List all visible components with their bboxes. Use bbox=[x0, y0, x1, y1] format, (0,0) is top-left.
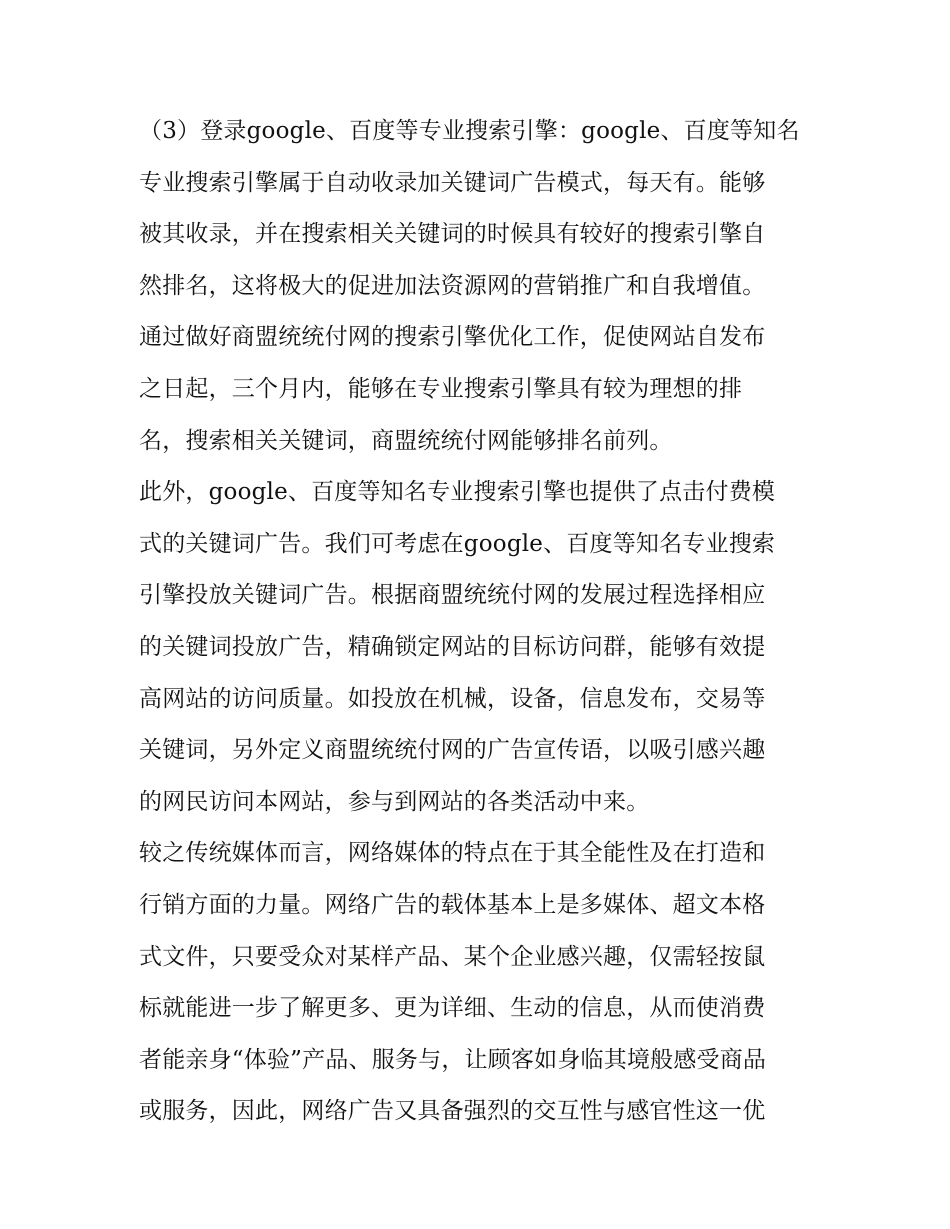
text-line: 名，搜索相关关键词，商盟统统付网能够排名前列。 bbox=[139, 427, 673, 454]
text-line: 式文件，只要受众对某样产品、某个企业感兴趣，仅需轻按鼠 bbox=[139, 943, 766, 970]
text-line: 此外，google、百度等知名专业搜索引擎也提供了点击付费模 bbox=[139, 479, 776, 506]
text-line: 或服务，因此，网络广告又具备强烈的交互性与感官性这一优 bbox=[139, 1098, 766, 1125]
text-line: 行销方面的力量。网络广告的载体基本上是多媒体、超文本格 bbox=[139, 891, 766, 918]
text-line: 标就能进一步了解更多、更为详细、生动的信息，从而使消费 bbox=[139, 995, 766, 1022]
document-body bbox=[139, 106, 819, 1138]
text-line: 关键词，另外定义商盟统统付网的广告宣传语，以吸引感兴趣 bbox=[139, 737, 766, 764]
text-line: 的关键词投放广告，精确锁定网站的目标访问群，能够有效提 bbox=[139, 633, 766, 660]
text-line: （3）登录google、百度等专业搜索引擎：google、百度等知名 bbox=[139, 118, 800, 144]
paragraph-online-media bbox=[139, 828, 819, 1138]
text-line: 高网站的访问质量。如投放在机械，设备，信息发布，交易等 bbox=[139, 685, 766, 712]
text-line: 被其收录，并在搜索相关关键词的时候具有较好的搜索引擎自 bbox=[139, 221, 766, 248]
text-line: 通过做好商盟统统付网的搜索引擎优化工作，促使网站自发布 bbox=[139, 324, 766, 351]
text-line: 较之传统媒体而言，网络媒体的特点在于其全能性及在打造和 bbox=[139, 840, 766, 867]
text-line: 的网民访问本网站，参与到网站的各类活动中来。 bbox=[139, 788, 650, 815]
text-line: 者能亲身“体验”产品、服务与，让顾客如身临其境般感受商品 bbox=[139, 1046, 767, 1073]
text-line: 之日起，三个月内，能够在专业搜索引擎具有较为理想的排 bbox=[139, 375, 743, 402]
text-line: 专业搜索引擎属于自动收录加关键词广告模式，每天有。能够 bbox=[139, 169, 766, 196]
paragraph-search-engine-registration bbox=[139, 106, 819, 467]
text-line: 然排名，这将极大的促进加法资源网的营销推广和自我增值。 bbox=[139, 272, 766, 299]
text-line: 式的关键词广告。我们可考虑在google、百度等知名专业搜索 bbox=[139, 530, 776, 557]
text-line: 引擎投放关键词广告。根据商盟统统付网的发展过程选择相应 bbox=[139, 582, 766, 609]
paragraph-keyword-advertising bbox=[139, 467, 819, 828]
